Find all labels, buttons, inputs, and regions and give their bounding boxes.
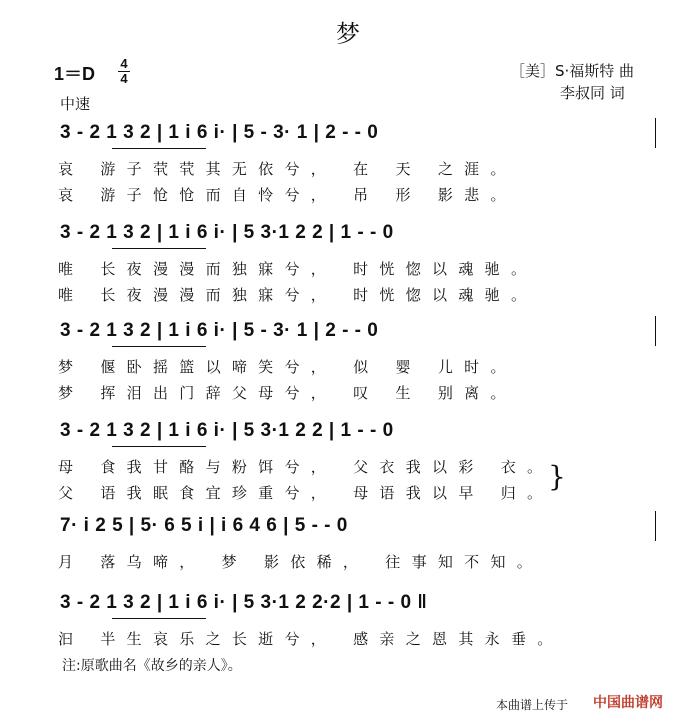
- verse-brace: }: [548, 460, 566, 493]
- end-barline: [655, 316, 656, 346]
- time-signature-top: 4: [120, 56, 128, 71]
- lyric-verse-2: 哀 游子怆怆而自怜兮， 吊 形 影悲。: [58, 186, 517, 204]
- notation-line: 3 - 2 1 3 2 | 1 i 6 i· | 5 3·1 2 2 | 1 - - 0: [60, 420, 394, 441]
- notation-line: 3 - 2 1 3 2 | 1 i 6 i· | 5 3·1 2 2·2 | 1 - - 0 ‖: [60, 592, 428, 613]
- key-signature: 1＝D: [54, 64, 96, 84]
- lyric-verse-1: 汩 半生哀乐之长逝兮， 感亲之恩其永垂。: [58, 630, 564, 648]
- beam-underline: [112, 248, 206, 249]
- tempo-marking: 中速: [60, 95, 91, 113]
- score-system-6: [0, 592, 696, 692]
- time-signature-bottom: 4: [120, 71, 128, 86]
- song-title: 梦: [336, 20, 360, 48]
- beam-underline: [112, 446, 206, 447]
- notation-line: 3 - 2 1 3 2 | 1 i 6 i· | 5 - 3· 1 | 2 - - 0: [60, 320, 379, 341]
- lyric-verse-1: 母 食我甘酪与粉饵兮， 父衣我以彩 衣。: [58, 458, 554, 476]
- notation-line: 3 - 2 1 3 2 | 1 i 6 i· | 5 - 3· 1 | 2 - - 0: [60, 122, 379, 143]
- lyric-verse-2: 父 语我眠食宜珍重兮， 母语我以早 归。: [58, 484, 554, 502]
- beam-underline: [112, 148, 206, 149]
- end-barline: [655, 118, 656, 148]
- beam-underline: [112, 346, 206, 347]
- lyric-verse-1: 唯 长夜漫漫而独寐兮， 时恍惚以魂驰。: [58, 260, 538, 278]
- lyric-verse-2: 梦 挥泪出门辞父母兮， 叹 生 别离。: [58, 384, 517, 402]
- lyricist-credit: 李叔同 词: [560, 84, 625, 102]
- notation-line: 7· i 2 5 | 5· 6 5 i | i 6 4 6 | 5 - - 0: [60, 515, 348, 536]
- score-system-3: [0, 320, 696, 420]
- score-system-4: [0, 420, 696, 520]
- upload-notice: 本曲谱上传于: [496, 698, 569, 712]
- composer-credit: ［美］S·福斯特 曲: [510, 62, 635, 80]
- lyric-verse-1: 哀 游子茕茕其无依兮， 在 天 之涯。: [58, 160, 517, 178]
- lyric-verse-1: 梦 偃卧摇篮以啼笑兮， 似 婴 儿时。: [58, 358, 517, 376]
- lyric-verse-2: 唯 长夜漫漫而独寐兮， 时恍惚以魂驰。: [58, 286, 538, 304]
- beam-underline: [112, 618, 206, 619]
- lyric-verse-1: 月 落乌啼， 梦 影依稀， 往事知不知。: [58, 553, 544, 571]
- score-system-2: [0, 222, 696, 322]
- end-barline: [655, 511, 656, 541]
- time-signature: [118, 57, 130, 86]
- site-logo[interactable]: 中国曲谱网: [593, 694, 663, 710]
- score-system-1: [0, 122, 696, 222]
- footnote: 注:原歌曲名《故乡的亲人》。: [62, 658, 242, 674]
- notation-line: 3 - 2 1 3 2 | 1 i 6 i· | 5 3·1 2 2 | 1 - - 0: [60, 222, 394, 243]
